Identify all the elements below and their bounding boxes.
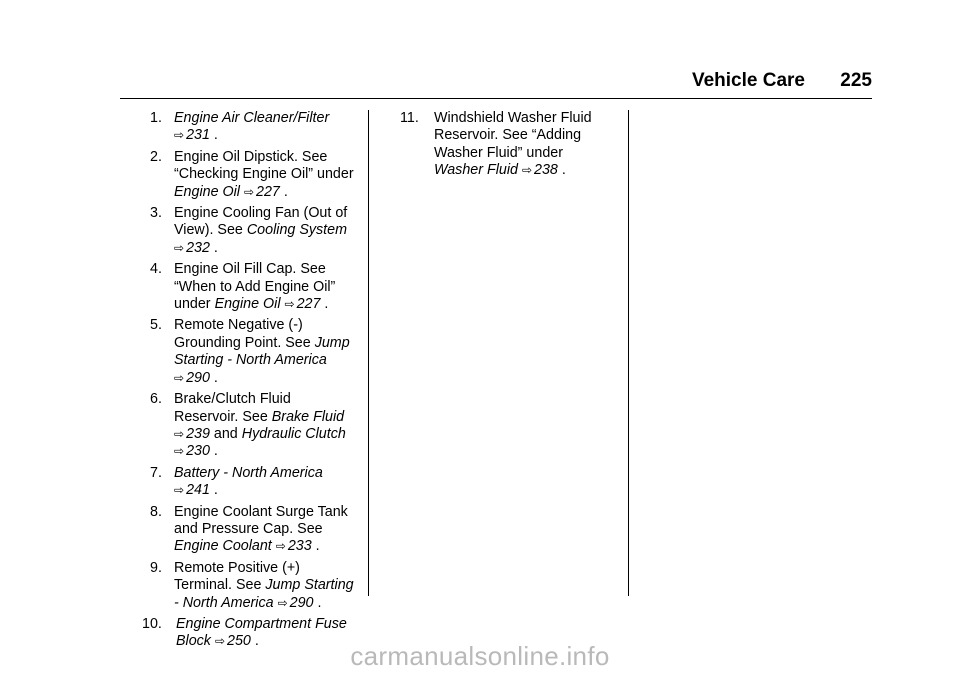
link-text[interactable]: Brake Fluid [271, 408, 345, 425]
page-ref-icon: ⇨ [284, 297, 295, 312]
page-ref[interactable]: 227 [256, 183, 280, 200]
item-number: 11. [400, 110, 419, 126]
list-item-2: 2. Engine Oil Dipstick. See “Checking Engine Oil” under Engine Oil ⇨ 227 . [150, 148, 354, 200]
list-item-8: 8. Engine Coolant Surge Tank and Pressure Cap. See Engine Coolant ⇨ 233 . [150, 503, 348, 555]
link-text-2[interactable]: Hydraulic Clutch [241, 425, 346, 442]
item-number: 1. [150, 110, 162, 126]
page-ref-icon: ⇨ [521, 163, 533, 178]
item-text: Engine Oil Fill Cap. See “When to Add Engine Oil” under [174, 261, 336, 313]
item-text: Engine Cooling Fan (Out of View). See [174, 205, 348, 239]
list-item-4: 4. Engine Oil Fill Cap. See “When to Add Engine Oil” under Engine Oil ⇨ 227 . [150, 261, 336, 313]
section-title: Vehicle Care [691, 70, 806, 91]
item-number: 10. [142, 615, 162, 632]
list-item-9: 9. Remote Positive (+) Terminal. See Jump Starting - North America ⇨ 290 . [150, 559, 354, 611]
link-text[interactable]: Cooling System [246, 222, 347, 239]
link-text[interactable]: Jump Starting - North America [174, 577, 354, 611]
link-text[interactable]: Jump Starting - North America [174, 334, 350, 369]
column-divider-left [368, 110, 369, 596]
link-text[interactable]: Engine Oil [214, 296, 281, 313]
item-number: 2. [150, 148, 162, 165]
list-item-1: 1. Engine Air Cleaner/Filter ⇨ 231 . [150, 110, 330, 144]
page-ref-icon: ⇨ [214, 634, 226, 649]
page-ref[interactable]: 239 [186, 425, 210, 442]
page-ref-icon: ⇨ [174, 128, 185, 143]
list-item-5: 5. Remote Negative (-) Grounding Point. See Jump Starting - North America ⇨ 290 . [150, 317, 350, 386]
link-text[interactable]: Battery - North America [174, 464, 323, 481]
link-text[interactable]: Engine Air Cleaner/Filter [174, 110, 330, 126]
item-number: 9. [150, 559, 162, 576]
column-divider-right [628, 110, 629, 596]
page-ref-2[interactable]: 230 [186, 443, 210, 460]
item-text: Remote Negative (-) Grounding Point. See [174, 317, 311, 351]
page-number: 225 [840, 70, 872, 91]
item-text: Brake/Clutch Fluid Reservoir. See [174, 391, 291, 425]
page-ref[interactable]: 250 [227, 633, 251, 650]
page-ref[interactable]: 232 [186, 239, 210, 256]
list-item-11: 11. Windshield Washer Fluid Reservoir. See “Adding Washer Fluid” under Washer Fluid ⇨ 238 . [400, 110, 592, 179]
column-2 [400, 110, 614, 184]
item-number: 8. [150, 503, 162, 520]
list-item-10: 10. Engine Compartment Fuse Block ⇨ 250 . [142, 615, 347, 650]
page-ref[interactable]: 231 [186, 127, 210, 144]
list-item-3: 3. Engine Cooling Fan (Out of View). See Cooling System ⇨ 232 . [150, 205, 348, 256]
page-ref-icon: ⇨ [174, 240, 185, 255]
page-ref[interactable]: 290 [289, 594, 314, 611]
item-number: 5. [150, 317, 162, 334]
page-ref-icon: ⇨ [243, 184, 255, 199]
page-ref-icon: ⇨ [277, 595, 288, 610]
item-number: 7. [150, 464, 162, 481]
page-ref-icon: ⇨ [174, 444, 185, 459]
page-ref[interactable]: 227 [296, 296, 321, 313]
link-text[interactable]: Engine Coolant [174, 538, 272, 555]
item-number: 6. [150, 391, 162, 408]
column-1 [142, 110, 356, 655]
item-text: Windshield Washer Fluid Reservoir. See “Adding Washer Fluid” under [434, 110, 592, 161]
page-ref-icon: ⇨ [174, 370, 185, 385]
page-ref[interactable]: 290 [186, 369, 210, 386]
list-item-6: 6. Brake/Clutch Fluid Reservoir. See Brake Fluid ⇨ 239 and Hydraulic Clutch ⇨ 230 . [150, 391, 346, 460]
link-text[interactable]: Engine Oil [174, 183, 240, 200]
link-text[interactable]: Engine Compartment Fuse Block [176, 615, 347, 650]
page-ref-icon: ⇨ [174, 426, 185, 441]
list-item-7: 7. Battery - North America ⇨ 241 . [150, 464, 323, 499]
header-rule [120, 98, 872, 99]
item-number: 3. [150, 205, 162, 222]
page-ref[interactable]: 233 [287, 538, 312, 555]
item-number: 4. [150, 261, 162, 278]
item-text: Engine Coolant Surge Tank and Pressure Cap. See [174, 503, 348, 537]
page-ref-icon: ⇨ [275, 539, 286, 554]
item-text: Engine Oil Dipstick. See “Checking Engine Oil” under [174, 148, 354, 183]
watermark: carmanualsonline.info [350, 641, 610, 671]
page-ref[interactable]: 238 [534, 162, 558, 179]
page-header [692, 70, 872, 92]
link-text[interactable]: Washer Fluid [434, 162, 518, 179]
page-ref-icon: ⇨ [174, 483, 185, 498]
connector-text: and [213, 425, 238, 442]
item-text: Remote Positive (+) Terminal. See [174, 559, 300, 594]
page-ref[interactable]: 241 [186, 482, 210, 499]
